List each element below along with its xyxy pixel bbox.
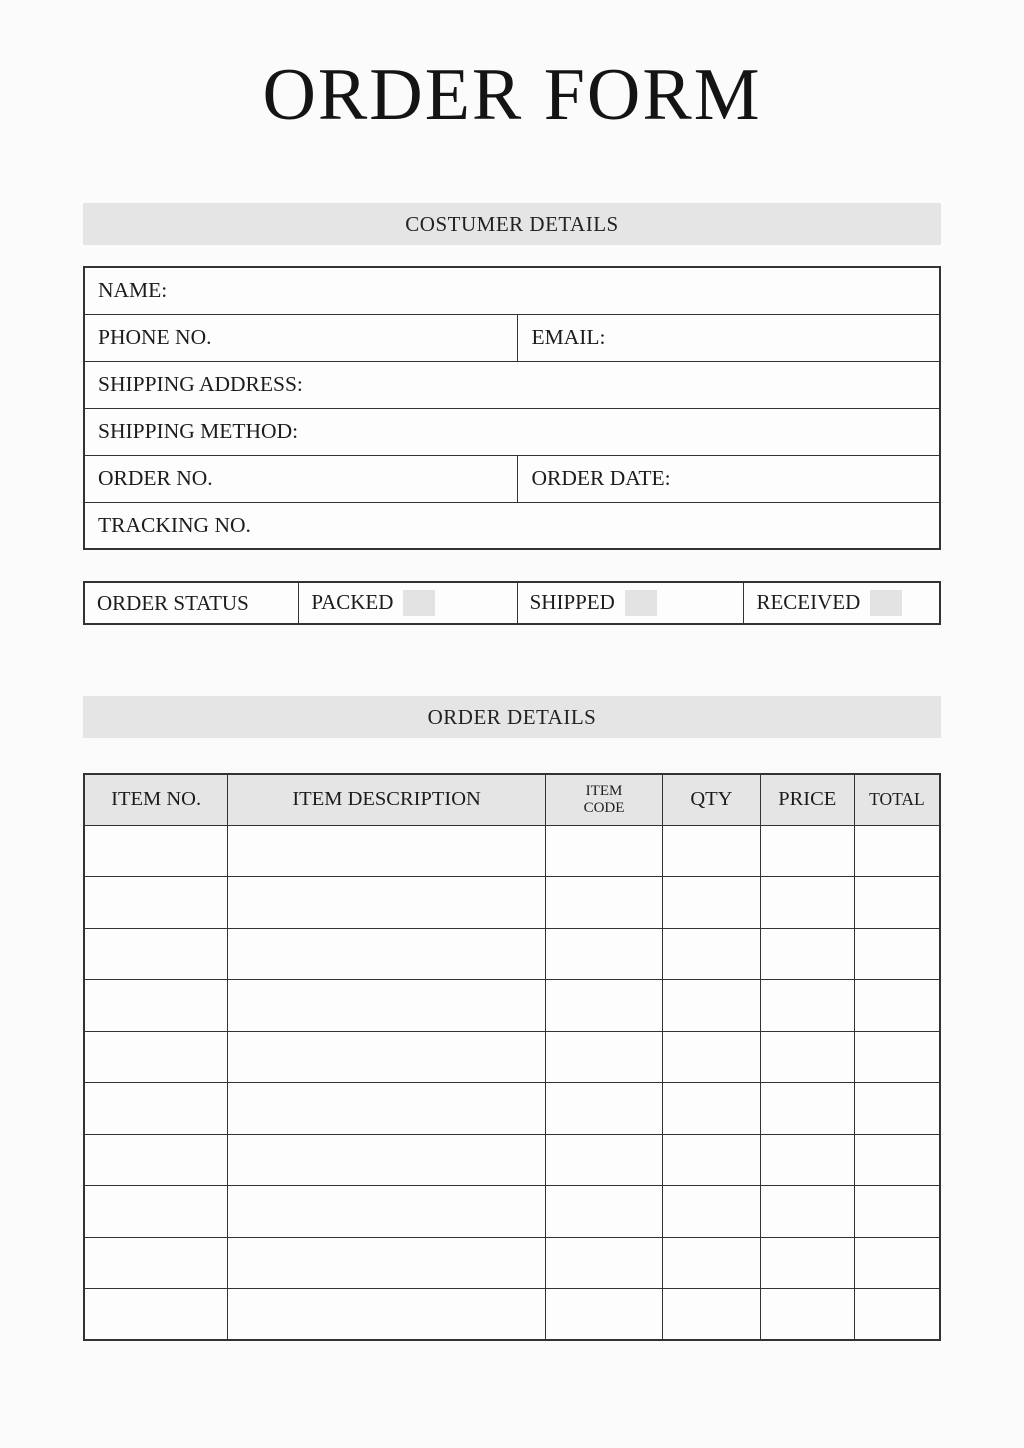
name-field[interactable]	[84, 267, 940, 314]
order-item-row	[84, 1237, 940, 1289]
order-item-cell[interactable]	[84, 1083, 228, 1135]
order-item-cell[interactable]	[663, 1289, 761, 1341]
order-item-row	[84, 877, 940, 929]
order-details-title: ORDER DETAILS	[427, 704, 597, 729]
order-item-cell[interactable]	[228, 825, 546, 877]
order-item-cell[interactable]	[228, 1186, 546, 1238]
shipped-option	[517, 582, 744, 624]
order-item-cell[interactable]	[854, 1031, 940, 1083]
order-no-field-label: ORDER NO.	[98, 466, 213, 490]
order-item-cell[interactable]	[545, 1134, 662, 1186]
received-option	[744, 582, 940, 624]
customer-row-phone-email	[84, 314, 940, 361]
order-item-cell[interactable]	[760, 1031, 854, 1083]
email-field-label: EMAIL:	[531, 325, 606, 349]
order-item-cell[interactable]	[854, 1237, 940, 1289]
qty-column-header: QTY	[663, 774, 761, 825]
order-item-cell[interactable]	[854, 928, 940, 980]
page-title: ORDER FORM	[262, 54, 762, 136]
order-item-cell[interactable]	[84, 1289, 228, 1341]
order-item-cell[interactable]	[545, 1289, 662, 1341]
order-item-cell[interactable]	[663, 1134, 761, 1186]
order-item-cell[interactable]	[84, 928, 228, 980]
order-item-cell[interactable]	[760, 1237, 854, 1289]
order-item-cell[interactable]	[228, 1031, 546, 1083]
customer-details-title: COSTUMER DETAILS	[405, 211, 619, 236]
order-item-cell[interactable]	[545, 1083, 662, 1135]
order-items-body	[84, 825, 940, 1340]
received-checkbox[interactable]	[870, 590, 902, 616]
customer-row-order-no-date	[84, 455, 940, 502]
name-field-label: NAME:	[98, 278, 168, 303]
item-no-column-header: ITEM NO.	[84, 774, 228, 825]
order-item-cell[interactable]	[854, 877, 940, 929]
order-item-cell[interactable]	[663, 1237, 761, 1289]
order-item-cell[interactable]	[84, 1237, 228, 1289]
order-item-cell[interactable]	[760, 1186, 854, 1238]
packed-option-label: PACKED	[311, 590, 394, 614]
order-item-cell[interactable]	[84, 1031, 228, 1083]
order-item-cell[interactable]	[228, 1083, 546, 1135]
price-column-header: PRICE	[760, 774, 854, 825]
order-item-cell[interactable]	[854, 980, 940, 1032]
order-item-row	[84, 1186, 940, 1238]
order-status-label-cell	[84, 582, 299, 624]
order-item-cell[interactable]	[545, 980, 662, 1032]
received-option-label: RECEIVED	[756, 590, 861, 614]
shipped-checkbox[interactable]	[625, 590, 657, 616]
order-status-row	[84, 582, 940, 624]
order-item-cell[interactable]	[663, 980, 761, 1032]
shipped-option-label: SHIPPED	[529, 590, 615, 614]
order-date-field-label: ORDER DATE:	[531, 466, 671, 490]
shipping-address-field[interactable]	[84, 361, 940, 408]
order-item-row	[84, 825, 940, 877]
customer-row-shipping-method	[84, 408, 940, 455]
order-item-cell[interactable]	[545, 825, 662, 877]
packed-checkbox[interactable]	[403, 590, 435, 616]
item-code-column-header-text: ITEM CODE	[583, 783, 625, 816]
order-no-field[interactable]	[84, 455, 518, 502]
order-status-label: ORDER STATUS	[97, 590, 249, 615]
tracking-no-field[interactable]	[84, 502, 940, 549]
shipping-method-field-label: SHIPPING METHOD:	[98, 419, 299, 443]
order-item-cell[interactable]	[84, 825, 228, 877]
order-item-cell[interactable]	[84, 1186, 228, 1238]
order-item-cell[interactable]	[545, 928, 662, 980]
order-item-cell[interactable]	[545, 877, 662, 929]
order-item-cell[interactable]	[854, 1083, 940, 1135]
customer-details-table	[83, 266, 941, 550]
order-item-cell[interactable]	[854, 825, 940, 877]
order-item-cell[interactable]	[854, 1134, 940, 1186]
order-items-header-row	[84, 774, 940, 825]
customer-row-name	[84, 267, 940, 314]
order-item-cell[interactable]	[545, 1237, 662, 1289]
order-item-cell[interactable]	[760, 1083, 854, 1135]
order-item-cell[interactable]	[760, 1289, 854, 1341]
email-field[interactable]	[518, 314, 940, 361]
order-details-banner	[83, 696, 941, 738]
order-item-cell[interactable]	[228, 1237, 546, 1289]
order-item-cell[interactable]	[854, 1186, 940, 1238]
order-item-row	[84, 1289, 940, 1341]
order-item-cell[interactable]	[663, 928, 761, 980]
order-status-bar	[83, 581, 941, 625]
order-item-row	[84, 1083, 940, 1135]
order-item-cell[interactable]	[228, 877, 546, 929]
order-item-row	[84, 1134, 940, 1186]
customer-row-tracking	[84, 502, 940, 549]
order-item-cell[interactable]	[228, 1289, 546, 1341]
order-item-cell[interactable]	[760, 928, 854, 980]
phone-field[interactable]	[84, 314, 518, 361]
item-description-column-header: ITEM DESCRIPTION	[228, 774, 546, 825]
item-code-column-header	[545, 774, 662, 825]
order-item-cell[interactable]	[84, 877, 228, 929]
order-item-cell[interactable]	[760, 825, 854, 877]
order-date-field[interactable]	[518, 455, 940, 502]
tracking-no-field-label: TRACKING NO.	[98, 512, 251, 537]
order-item-cell[interactable]	[760, 877, 854, 929]
order-item-row	[84, 1031, 940, 1083]
order-item-cell[interactable]	[760, 1134, 854, 1186]
order-item-cell[interactable]	[663, 877, 761, 929]
order-item-cell[interactable]	[84, 980, 228, 1032]
order-item-cell[interactable]	[545, 1186, 662, 1238]
customer-row-shipping-address	[84, 361, 940, 408]
order-item-cell[interactable]	[854, 1289, 940, 1341]
total-column-header: TOTAL	[854, 774, 940, 825]
order-item-cell[interactable]	[663, 1083, 761, 1135]
packed-option	[299, 582, 517, 624]
order-item-cell[interactable]	[663, 1031, 761, 1083]
shipping-method-field[interactable]	[84, 408, 940, 455]
order-item-cell[interactable]	[228, 1134, 546, 1186]
order-item-cell[interactable]	[228, 980, 546, 1032]
order-item-row	[84, 928, 940, 980]
order-items-table	[83, 773, 941, 1341]
shipping-address-field-label: SHIPPING ADDRESS:	[98, 372, 303, 396]
customer-details-banner	[83, 203, 941, 245]
order-item-cell[interactable]	[545, 1031, 662, 1083]
phone-field-label: PHONE NO.	[98, 325, 212, 349]
order-item-cell[interactable]	[228, 928, 546, 980]
order-item-cell[interactable]	[84, 1134, 228, 1186]
order-item-cell[interactable]	[760, 980, 854, 1032]
order-item-row	[84, 980, 940, 1032]
order-item-cell[interactable]	[663, 825, 761, 877]
order-item-cell[interactable]	[663, 1186, 761, 1238]
